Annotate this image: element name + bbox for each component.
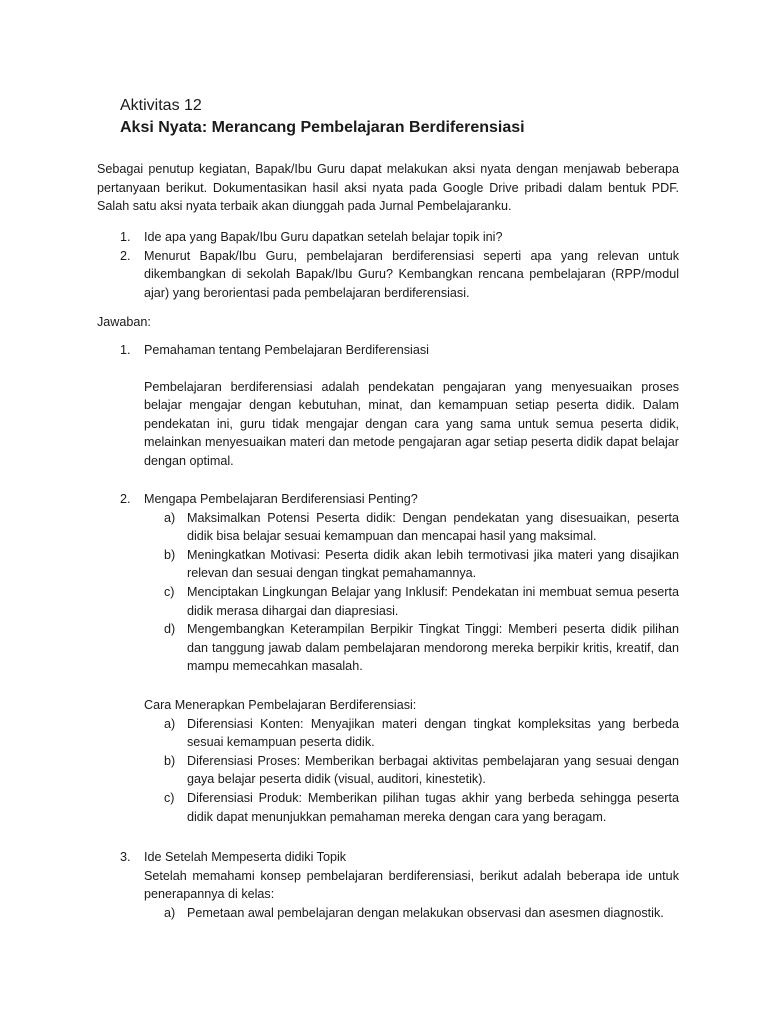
question-list	[120, 228, 679, 302]
list-item	[164, 546, 679, 583]
list-item-text: Maksimalkan Potensi Peserta didik: Dengan pendekatan yang disesuaikan, peserta didik bisa belajar sesuai kemampuan dan mencapai hasil yang maksimal.	[187, 510, 679, 544]
activity-number: Aktivitas 12	[120, 97, 202, 114]
section-importance	[120, 490, 679, 676]
list-number: 2.	[120, 492, 131, 506]
list-letter: b)	[164, 753, 176, 768]
list-letter: c)	[164, 584, 175, 599]
list-item	[120, 247, 679, 303]
section-understanding	[120, 341, 679, 471]
list-item-text: Menciptakan Lingkungan Belajar yang Inklusif: Pendekatan ini membuat semua peserta didik merasa dihargai dan diapresiasi.	[187, 584, 679, 618]
list-item	[120, 228, 679, 247]
list-item-text: Diferensiasi Produk: Memberikan pilihan tugas akhir yang berbeda sehingga peserta didik dapat menunjukkan pemahaman mereka dengan cara yang beragam.	[187, 790, 679, 824]
section-paragraph: Setelah memahami konsep pembelajaran berdiferensiasi, berikut adalah beberapa ide untuk penerapannya di kelas:	[144, 868, 679, 902]
section-heading: Ide Setelah Mempeserta didiki Topik	[144, 850, 347, 864]
section-heading: Cara Menerapkan Pembelajaran Berdiferensiasi:	[144, 698, 417, 712]
sub-list	[164, 715, 679, 827]
answer-label: Jawaban:	[97, 315, 151, 329]
intro-paragraph: Sebagai penutup kegiatan, Bapak/Ibu Guru dapat melakukan aksi nyata dengan menjawab beberapa pertanyaan berikut. Dokumentasikan hasil aksi nyata pada Google Drive pribadi dalam bentuk PDF. Salah satu aksi nyata terbaik akan diunggah pada Jurnal Pembelajaranku.	[97, 162, 679, 214]
list-letter: b)	[164, 547, 176, 562]
list-number: 2.	[120, 248, 131, 263]
list-item-text: Pemetaan awal pembelajaran dengan melakukan observasi dan asesmen diagnostik.	[187, 905, 664, 920]
question-text: Ide apa yang Bapak/Ibu Guru dapatkan setelah belajar topik ini?	[144, 230, 503, 244]
list-letter: a)	[164, 905, 176, 920]
question-text: Menurut Bapak/Ibu Guru, pembelajaran berdiferensiasi seperti apa yang relevan untuk dikembangkan di sekolah Bapak/Ibu Guru? Kembangkan rencana pembelajaran (RPP/modul ajar) yang berorientasi pada pembelajaran berdiferensiasi.	[144, 248, 679, 300]
activity-title: Aksi Nyata: Merancang Pembelajaran Berdiferensiasi	[120, 119, 525, 136]
section-ideas	[120, 848, 679, 922]
sub-list	[164, 904, 679, 923]
list-number: 1.	[120, 230, 131, 244]
section-heading: Mengapa Pembelajaran Berdiferensiasi Penting?	[144, 492, 418, 506]
list-item-text: Mengembangkan Keterampilan Berpikir Tingkat Tinggi: Memberi peserta didik pilihan dan tanggung jawab dalam pembelajaran mendorong mereka berpikir kritis, kreatif, dan mampu memecahkan masalah.	[187, 622, 679, 674]
list-item-text: Diferensiasi Proses: Memberikan berbagai aktivitas pembelajaran yang sesuai dengan gaya belajar peserta didik (visual, auditori, kinestetik).	[187, 753, 679, 787]
list-number: 3.	[120, 850, 131, 864]
section-implementation	[144, 696, 679, 826]
list-letter: a)	[164, 716, 176, 731]
activity-header	[120, 95, 525, 139]
list-item	[164, 752, 679, 789]
list-item-text: Meningkatkan Motivasi: Peserta didik akan lebih termotivasi jika materi yang disajikan relevan dan sesuai dengan tingkat pemahamannya.	[187, 547, 679, 581]
list-item	[164, 620, 679, 676]
section-paragraph: Pembelajaran berdiferensiasi adalah pendekatan pengajaran yang menyesuaikan proses belajar mengajar dengan kebutuhan, minat, dan kemampuan setiap peserta didik. Dalam pendekatan ini, guru tidak mengajar dengan cara yang sama untuk semua peserta didik, melainkan menyesuaikan materi dan metode pengajaran agar setiap peserta didik dapat belajar dengan optimal.	[144, 379, 679, 468]
list-item	[164, 715, 679, 752]
list-letter: c)	[164, 790, 175, 805]
list-item	[164, 904, 679, 923]
sub-list	[164, 509, 679, 676]
list-item	[164, 583, 679, 620]
section-heading: Pemahaman tentang Pembelajaran Berdiferensiasi	[144, 343, 429, 357]
list-letter: a)	[164, 510, 176, 525]
list-item-text: Diferensiasi Konten: Menyajikan materi dengan tingkat kompleksitas yang berbeda sesuai kemampuan peserta didik.	[187, 716, 679, 750]
section-heading-row	[120, 341, 679, 360]
section-heading-row	[120, 848, 679, 867]
list-number: 1.	[120, 343, 131, 357]
list-letter: d)	[164, 622, 176, 637]
section-heading-row	[120, 490, 679, 509]
list-item	[164, 789, 679, 826]
list-item	[164, 509, 679, 546]
section-body	[144, 867, 679, 923]
